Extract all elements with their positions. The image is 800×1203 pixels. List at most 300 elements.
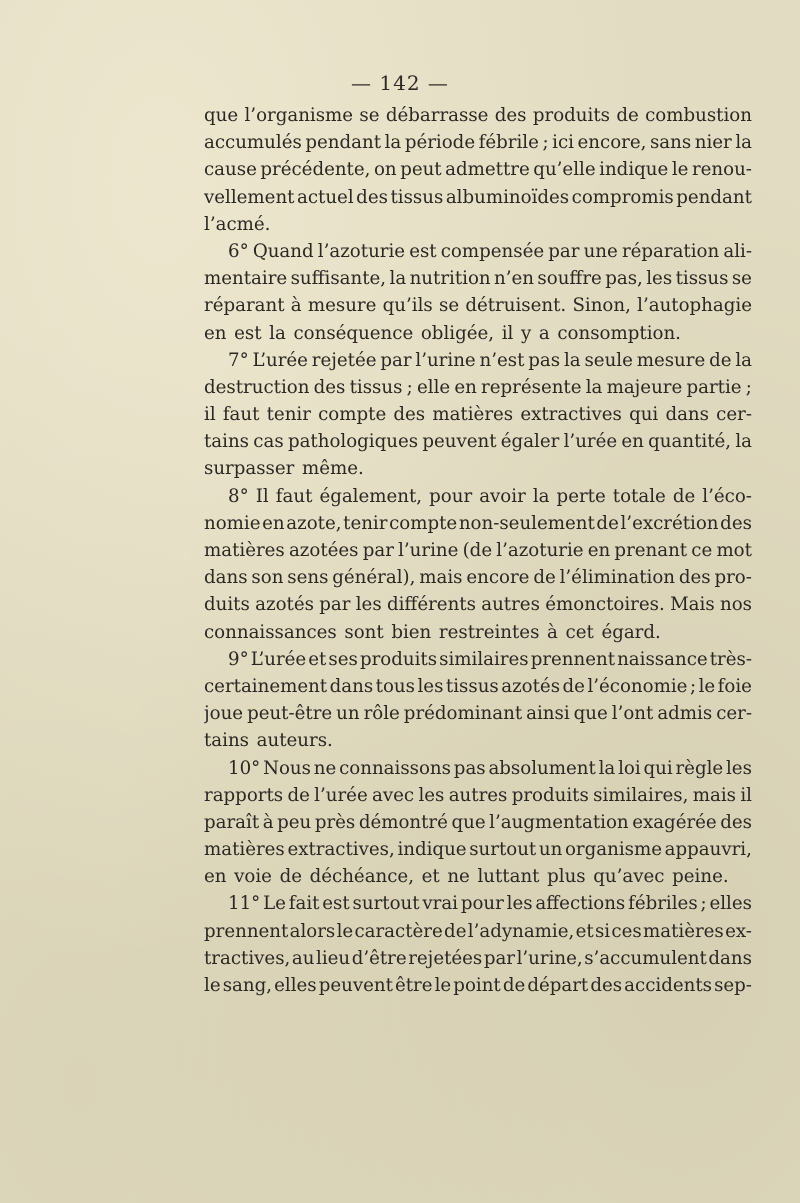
word: ici: [552, 132, 574, 154]
word: et: [308, 648, 327, 670]
word: le: [698, 675, 716, 697]
word: conséquence: [293, 322, 414, 344]
word: départ: [527, 975, 589, 996]
body-text: [204, 102, 752, 999]
word: produits: [359, 648, 438, 670]
word: l’augmentation: [489, 811, 629, 833]
word: égaler: [500, 431, 560, 453]
word: l’azoturie: [496, 540, 584, 561]
word: de: [596, 512, 619, 534]
word: prédominant: [403, 703, 523, 725]
word: l’azoturie: [317, 240, 406, 262]
word: mais: [692, 784, 736, 806]
word: rôle: [363, 703, 400, 725]
word: mesure: [307, 295, 377, 317]
word: de: [444, 920, 467, 942]
word: tenir: [343, 512, 388, 534]
word: souffre: [537, 268, 602, 290]
word: être: [394, 975, 433, 996]
word: a: [538, 322, 550, 344]
word: indique: [397, 839, 467, 861]
word: azotés: [255, 594, 314, 616]
word: à: [547, 621, 558, 643]
word: par: [362, 540, 394, 561]
word: les: [355, 594, 382, 616]
word: ex-: [725, 920, 752, 942]
word: compte: [318, 404, 387, 426]
word: son: [251, 567, 284, 589]
word: précédente,: [260, 159, 371, 181]
word: sens: [287, 567, 329, 589]
word: destruction: [204, 376, 310, 398]
text-line: [204, 972, 752, 999]
word: le: [434, 975, 452, 996]
word: azotés: [501, 675, 561, 697]
text-line: [204, 102, 752, 129]
word: surtout: [469, 839, 537, 861]
word: en: [621, 431, 644, 453]
word: sans: [649, 132, 692, 154]
word: peut-être: [247, 703, 333, 725]
word: la: [585, 376, 603, 398]
word: la: [735, 431, 752, 453]
word: représente: [481, 376, 582, 398]
word: la: [269, 322, 286, 344]
word: indique: [599, 159, 669, 181]
word: également,: [319, 485, 423, 507]
word: de: [502, 975, 526, 996]
word: d’être: [351, 947, 407, 969]
word: matières: [432, 404, 514, 426]
word: elle: [416, 376, 451, 398]
word: matières: [204, 540, 285, 561]
word: on: [373, 159, 397, 181]
word: sang,: [222, 975, 273, 996]
text-line: [204, 211, 752, 238]
word: rejetée: [311, 349, 377, 371]
word: la: [735, 349, 752, 371]
word: produits: [511, 784, 589, 806]
word: par: [380, 349, 412, 371]
word: s’accumulent: [584, 947, 707, 969]
word: que: [573, 703, 608, 725]
word: elles: [709, 893, 752, 915]
word: de: [672, 485, 696, 507]
text-line: [204, 619, 752, 646]
word: non-seulement: [458, 512, 595, 534]
word: nutrition: [409, 268, 491, 290]
word: des: [494, 105, 527, 126]
word: nos: [720, 594, 752, 616]
word: de: [709, 349, 732, 371]
word: admis: [657, 703, 713, 725]
text-line: [204, 646, 752, 673]
word: compensée: [440, 240, 545, 262]
word: général),: [332, 567, 416, 589]
word: extractives: [520, 404, 622, 426]
word: l’urée: [314, 784, 368, 806]
word: l’urine: [415, 349, 476, 371]
word: 8°: [228, 485, 249, 507]
text-line: [204, 129, 752, 156]
word: il: [204, 404, 216, 426]
word: avec: [372, 784, 415, 806]
text-line: [204, 918, 752, 945]
word: ces: [611, 920, 642, 942]
text-line: [204, 700, 752, 727]
word: auteurs.: [256, 730, 333, 752]
word: 10°: [228, 757, 261, 779]
word: pas,: [605, 268, 643, 290]
word: vrai: [422, 893, 459, 915]
word: de: [533, 567, 556, 589]
text-line: [204, 401, 752, 428]
word: période: [404, 132, 476, 154]
word: accumulés: [204, 132, 302, 154]
word: peuvent: [422, 431, 497, 453]
word: tractives,: [204, 947, 291, 969]
text-line: [204, 265, 752, 292]
word: Le: [263, 893, 286, 915]
text-line: [204, 292, 752, 319]
word: organisme: [564, 839, 662, 861]
word: de: [562, 675, 585, 697]
word: l’ont: [611, 703, 654, 725]
word: compte: [389, 512, 458, 534]
word: détruisent.: [465, 295, 567, 317]
word: sep-: [714, 975, 752, 996]
word: différents: [386, 594, 476, 616]
word: pendant: [676, 186, 752, 208]
word: naissance: [617, 648, 708, 670]
word: déchéance,: [309, 866, 414, 888]
word: des: [393, 404, 426, 426]
word: à: [262, 811, 274, 833]
word: bien: [391, 621, 432, 643]
word: réparation: [621, 240, 720, 262]
word: même.: [302, 458, 364, 480]
word: près: [314, 811, 356, 833]
word: lieu: [316, 947, 351, 969]
word: 9°: [228, 648, 249, 670]
word: faut: [275, 485, 313, 507]
word: ;: [689, 675, 697, 697]
word: des: [720, 811, 752, 833]
word: par: [548, 240, 580, 262]
word: majeure: [606, 376, 683, 398]
word: se: [438, 295, 460, 317]
word: n’en: [494, 268, 535, 290]
text-line: [204, 347, 752, 374]
word: totale: [612, 485, 666, 507]
word: l’adynamie,: [467, 920, 575, 942]
word: l’autophagie: [637, 295, 752, 317]
word: cas: [253, 431, 284, 453]
word: faut: [222, 404, 260, 426]
word: l’urée: [563, 431, 618, 453]
word: par: [319, 594, 351, 616]
word: le: [336, 920, 354, 942]
word: prennent: [530, 648, 616, 670]
word: débarrasse: [385, 105, 489, 126]
word: dans: [708, 947, 752, 969]
word: pathologiques: [287, 431, 419, 453]
text-line: [204, 945, 752, 972]
word: affections: [535, 893, 626, 915]
word: de: [279, 866, 302, 888]
word: suffisante,: [290, 268, 387, 290]
word: surpasser: [204, 458, 295, 480]
word: pendant: [305, 132, 382, 154]
word: peu: [277, 811, 312, 833]
word: obligée,: [420, 322, 495, 344]
word: l’urine,: [516, 947, 583, 969]
word: au: [291, 947, 315, 969]
word: n’est: [479, 349, 525, 371]
word: y: [520, 322, 532, 344]
word: les: [646, 268, 673, 290]
word: tissus: [390, 186, 444, 208]
word: Sinon,: [572, 295, 631, 317]
word: seule: [584, 349, 633, 371]
word: plus: [547, 866, 586, 888]
word: compromis: [571, 186, 674, 208]
word: la: [735, 132, 752, 154]
word: se: [359, 105, 380, 126]
word: tous: [375, 675, 415, 697]
word: tenir: [266, 404, 311, 426]
word: ;: [700, 893, 707, 915]
word: foie: [717, 675, 752, 697]
word: albuminoïdes: [445, 186, 570, 208]
word: qu’elle: [533, 159, 596, 181]
word: si: [594, 920, 611, 942]
word: cause: [204, 159, 257, 181]
word: matières: [204, 839, 285, 861]
word: mesure: [636, 349, 706, 371]
word: cer-: [716, 703, 752, 725]
word: encore,: [577, 132, 647, 154]
word: tains: [204, 431, 250, 453]
text-line: [204, 156, 752, 183]
word: Nous: [263, 757, 311, 779]
word: quantité,: [648, 431, 732, 453]
word: luttant: [477, 866, 540, 888]
text-line: [204, 238, 752, 265]
word: duits: [204, 594, 250, 616]
word: Mais: [670, 594, 715, 616]
word: de: [616, 105, 639, 126]
word: ;: [745, 376, 752, 398]
word: joue: [204, 703, 244, 725]
word: vellement: [204, 186, 295, 208]
text-line: [204, 836, 752, 863]
word: que: [451, 811, 486, 833]
word: tissus: [349, 376, 403, 398]
word: admettre: [445, 159, 530, 181]
text-line: [204, 455, 752, 482]
word: caractère: [354, 920, 443, 942]
word: ne: [447, 866, 470, 888]
word: qu’avec: [593, 866, 665, 888]
word: égard.: [601, 621, 661, 643]
word: la: [563, 349, 581, 371]
word: à: [290, 295, 302, 317]
word: peut: [400, 159, 442, 181]
word: 7°: [228, 349, 249, 371]
word: rejetées: [408, 947, 483, 969]
text-line: [204, 374, 752, 401]
word: dans: [665, 404, 709, 426]
word: absolument: [488, 757, 596, 779]
word: (de: [462, 540, 493, 561]
word: matières: [643, 920, 724, 942]
word: mot: [716, 540, 752, 561]
word: des: [313, 376, 346, 398]
word: les: [418, 784, 445, 806]
word: pas: [453, 757, 486, 779]
word: des: [356, 186, 388, 208]
word: ;: [406, 376, 413, 398]
word: mais: [419, 567, 463, 589]
word: ainsi: [526, 703, 570, 725]
text-line: [204, 863, 752, 890]
word: L’urée: [250, 648, 307, 670]
word: similaires: [439, 648, 529, 670]
text-line: [204, 591, 752, 618]
word: le: [204, 975, 221, 996]
word: et: [421, 866, 440, 888]
word: L’urée: [252, 349, 308, 371]
word: est: [234, 322, 262, 344]
word: partie: [686, 376, 742, 398]
word: similaires,: [593, 784, 689, 806]
text-line: [204, 727, 752, 754]
word: la: [532, 485, 550, 507]
word: l’acmé.: [204, 213, 271, 235]
word: des: [720, 512, 752, 534]
text-line: [204, 564, 752, 591]
word: peuvent: [318, 975, 393, 996]
word: fébriles: [628, 893, 698, 915]
word: la: [384, 132, 402, 154]
word: l’élimination: [559, 567, 675, 589]
word: appauvri,: [664, 839, 752, 861]
text-line: [204, 890, 752, 917]
word: 6°: [228, 240, 249, 262]
word: pour: [460, 893, 504, 915]
word: des: [590, 975, 623, 996]
word: point: [453, 975, 501, 996]
word: 11°: [228, 893, 261, 915]
word: pro-: [714, 567, 752, 589]
word: accidents: [624, 975, 712, 996]
word: qui: [629, 404, 659, 426]
word: cer-: [716, 404, 752, 426]
word: voie: [234, 866, 272, 888]
word: ali-: [723, 240, 752, 262]
text-line: [204, 483, 752, 510]
word: sont: [344, 621, 384, 643]
word: des: [678, 567, 711, 589]
word: est: [322, 893, 350, 915]
word: Il: [255, 485, 269, 507]
word: paraît: [204, 811, 260, 833]
word: de: [287, 784, 310, 806]
word: autres: [481, 594, 540, 616]
word: connaissons: [339, 757, 451, 779]
text-line: [204, 537, 752, 564]
word: l’éco-: [702, 485, 752, 507]
word: un: [538, 839, 563, 861]
word: l’économie: [587, 675, 688, 697]
word: peine.: [672, 866, 729, 888]
word: un: [336, 703, 360, 725]
word: les: [506, 893, 533, 915]
word: ce: [691, 540, 713, 561]
word: qui: [643, 757, 673, 779]
word: la: [598, 757, 616, 779]
word: en: [262, 512, 285, 534]
text-line: [204, 320, 752, 347]
text-line: [204, 510, 752, 537]
word: rapports: [204, 784, 284, 806]
word: dans: [204, 567, 248, 589]
word: l’excrétion: [620, 512, 719, 534]
text-line: [204, 809, 752, 836]
word: et: [575, 920, 594, 942]
word: actuel: [297, 186, 354, 208]
word: prenant: [614, 540, 688, 561]
word: mentaire: [204, 268, 288, 290]
word: exagérée: [632, 811, 717, 833]
word: que: [204, 105, 239, 126]
word: renou-: [691, 159, 752, 181]
text-line: [204, 428, 752, 455]
word: se: [731, 268, 752, 290]
word: qu’ils: [382, 295, 433, 317]
word: loi: [618, 757, 641, 779]
word: tains: [204, 730, 250, 752]
word: autres: [448, 784, 508, 806]
word: le: [671, 159, 689, 181]
word: règle: [675, 757, 724, 779]
word: l’organisme: [244, 105, 354, 126]
word: l’urine: [398, 540, 459, 561]
word: une: [583, 240, 618, 262]
page-number: — 142 —: [351, 71, 449, 95]
word: alors: [289, 920, 336, 942]
word: restreintes: [438, 621, 540, 643]
word: démontré: [358, 811, 448, 833]
word: extractives,: [287, 839, 395, 861]
word: combustion: [645, 105, 752, 126]
word: en: [204, 322, 227, 344]
word: consomption.: [557, 322, 681, 344]
word: fébrile: [478, 132, 539, 154]
word: par: [483, 947, 515, 969]
word: la: [389, 268, 407, 290]
word: réparant: [204, 295, 285, 317]
word: fait: [288, 893, 320, 915]
word: connaissances: [204, 621, 337, 643]
word: pour: [429, 485, 473, 507]
word: cet: [565, 621, 594, 643]
word: ne: [313, 757, 337, 779]
word: les: [725, 757, 752, 779]
word: perte: [556, 485, 606, 507]
word: ses: [328, 648, 358, 670]
